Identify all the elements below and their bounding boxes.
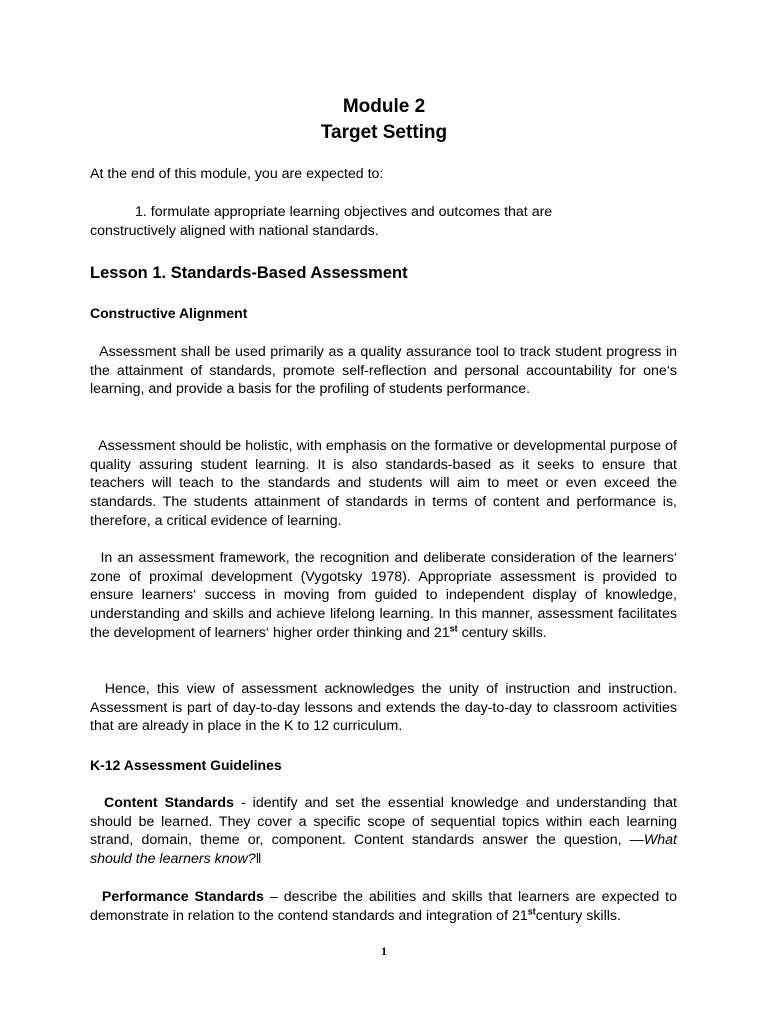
performance-standards-text: – describe the abilities and skills that learners are expected to demonstrate in relation to the contend standards and integration of 21	[90, 889, 678, 924]
lesson-heading: Lesson 1. Standards-Based Assessment	[90, 264, 408, 282]
module-title: Module 2	[342, 96, 426, 117]
intro-text: At the end of this module, you are expected to:	[90, 166, 384, 182]
content-standards-label: Content Standards	[104, 795, 234, 811]
section-heading-k12-guidelines: K-12 Assessment Guidelines	[90, 757, 282, 773]
paragraph-text-end: century skills.	[461, 624, 547, 641]
performance-standards-end: century skills.	[535, 907, 621, 924]
module-subtitle: Target Setting	[320, 122, 448, 143]
objective-line-1: 1. formulate appropriate learning objectives and outcomes that are	[135, 204, 553, 220]
paragraph-text: In an assessment framework, the recognition and deliberate consideration of the learners‘ zone of proximal development (Vygotsky 1978). Appropriate assessment is provided to ensure learners‘ success in moving from guided to independent display of knowledge, understanding and skills and achieve lifelong learning. In this manner, assessment facilitates the development of learners‘ higher order thinking and 21	[90, 550, 677, 641]
page-number: 1	[381, 944, 387, 958]
paragraph-text: Assessment shall be used primarily as a quality assurance tool to track student progress in the attainment of standards, promote self-reflection and personal accountability for one‘s learning, and provide a basis for the profiling of students performance.	[90, 344, 677, 398]
superscript-st: st	[449, 623, 458, 634]
paragraph-assessment-framework	[90, 549, 677, 643]
section-heading-constructive-alignment: Constructive Alignment	[90, 305, 248, 321]
paragraph-assessment-unity	[90, 680, 677, 736]
paragraph-assessment-holistic	[90, 437, 677, 531]
content-standards-question: What should the learners know?	[90, 832, 677, 868]
superscript-st: st	[527, 905, 536, 916]
paragraph-assessment-quality	[90, 343, 677, 399]
performance-standards-label: Performance Standards	[101, 889, 264, 905]
paragraph-performance-standards	[90, 888, 677, 925]
content-standards-text: - identify and set the essential knowledge and understanding that should be learned. They cover a specific scope of sequential topics within each learning strand, domain, theme or, component. Content standards answer the question, —	[90, 795, 678, 849]
paragraph-text: Hence, this view of assessment acknowledges the unity of instruction and instruction. Assessment is part of day-to-day lessons and extends the day-to-day to classroom activities that are already in place in the K to 12 curriculum.	[90, 681, 678, 735]
paragraph-content-standards	[90, 794, 677, 869]
paragraph-text: Assessment should be holistic, with emphasis on the formative or developmental purpose of quality assuring student learning. It is also standards-based as it seeks to ensure that teachers will teach to the standards and students will aim to meet or even exceed the standards. The students attainment of standards in terms of content and performance is, therefore, a critical evidence of learning.	[90, 438, 677, 529]
module-title-block	[0, 94, 768, 146]
objective-line-2: constructively aligned with national standards.	[90, 222, 379, 239]
objective-item	[90, 203, 677, 240]
content-standards-close: ‖	[255, 851, 262, 868]
